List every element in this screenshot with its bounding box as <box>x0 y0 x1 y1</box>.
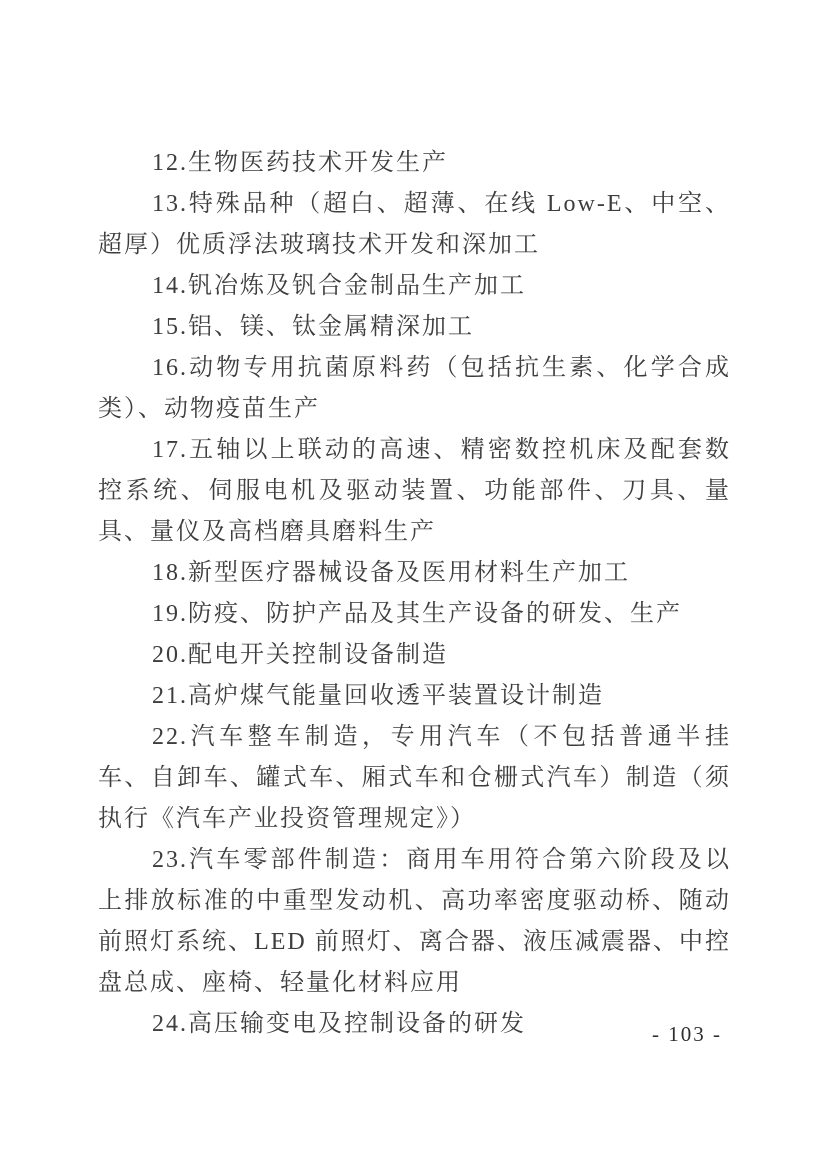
page-number: - 103 - <box>652 1022 722 1046</box>
list-item-14: 14.钒冶炼及钒合金制品生产加工 <box>152 273 526 299</box>
list-item-18: 18.新型医疗器械设备及医用材料生产加工 <box>152 560 630 586</box>
list-item-12: 12.生物医药技术开发生产 <box>152 150 448 176</box>
list-item-13: 13.特殊品种（超白、超薄、在线 Low-E、中空、超厚）优质浮法玻璃技术开发和深加工 <box>98 191 731 258</box>
list-item-19: 19.防疫、防护产品及其生产设备的研发、生产 <box>152 601 682 627</box>
list-item-15: 15.铝、镁、钛金属精深加工 <box>152 314 474 340</box>
list-item-16: 16.动物专用抗菌原料药（包括抗生素、化学合成类）、动物疫苗生产 <box>98 355 731 422</box>
list-item-20: 20.配电开关控制设备制造 <box>152 642 448 668</box>
list-item-24: 24.高压输变电及控制设备的研发 <box>152 1011 526 1037</box>
list-item-21: 21.高炉煤气能量回收透平装置设计制造 <box>152 683 604 709</box>
list-item-22: 22.汽车整车制造，专用汽车（不包括普通半挂车、自卸车、罐式车、厢式车和仓栅式汽车）制造（须执行《汽车产业投资管理规定》） <box>98 724 731 832</box>
list-item-23: 23.汽车零部件制造：商用车用符合第六阶段及以上排放标准的中重型发动机、高功率密度驱动桥、随动前照灯系统、LED 前照灯、离合器、液压减震器、中控盘总成、座椅、轻量化材料应用 <box>98 847 731 996</box>
list-item-17: 17.五轴以上联动的高速、精密数控机床及配套数控系统、伺服电机及驱动装置、功能部件、刀具、量具、量仪及高档磨具磨料生产 <box>98 437 731 545</box>
document-body <box>98 143 731 1045</box>
